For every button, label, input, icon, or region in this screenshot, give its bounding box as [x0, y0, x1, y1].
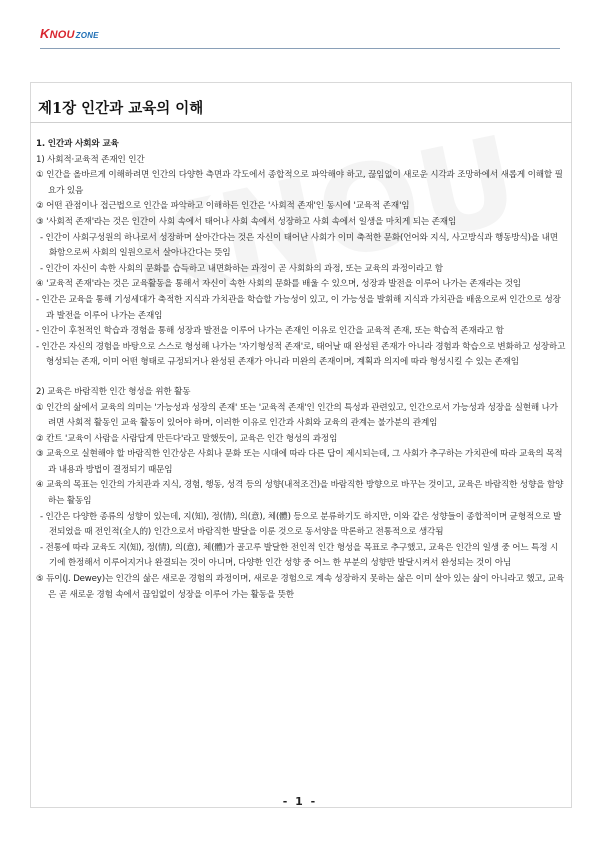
- logo-letter-k: K: [40, 26, 50, 41]
- list-subitem: - 인간은 다양한 종류의 성향이 있는데, 지(知), 정(情), 의(意), 체(體) 등으로 분류하기도 하지만, 이와 같은 성향들이 종합적이며 균형적으로 발전되었을 때 전인적(全人的) 인간으로서 바람직한 발달을 이룬 것으로 동서양을 막론하고 전통적으로 생각됨: [40, 511, 562, 538]
- list-subitem: - 인간이 사회구성원의 하나로서 성장하며 살아간다는 것은 자신이 태어난 사회가 이미 축적한 문화(언어와 지식, 사고방식과 행동방식)을 내면화함으로써 사회의 일원으로서 살아나간다는 뜻임: [40, 232, 558, 259]
- header-divider: [40, 48, 560, 49]
- list-subitem: - 인간이 자신이 속한 사회의 문화를 습득하고 내면화하는 과정이 곧 사회화의 과정, 또는 교육의 과정이라고 함: [40, 263, 443, 274]
- document-body: [36, 137, 566, 603]
- title-divider: [30, 122, 572, 123]
- list-subitem: - 인간은 교육을 통해 기성세대가 축적한 지식과 가치관을 학습할 가능성이 있고, 이 가능성을 발휘해 지식과 가치관을 배움으로써 인간으로 성장과 발전을 이루어 나가는 존재임: [36, 294, 561, 321]
- list-item: ③ 교육으로 실현해야 할 바람직한 인간상은 사회나 문화 또는 시대에 따라 다른 답이 제시되는데, 그 사회가 추구하는 가치관에 따라 교육의 목적과 내용과 방법이 결정되기 때문임: [36, 449, 563, 475]
- list-subitem: - 인간이 후천적인 학습과 경험을 통해 성장과 발전을 이루어 나가는 존재인 이유로 인간을 교육적 존재, 또는 학습적 존재라고 함: [36, 326, 504, 337]
- list-item: ② 어떤 관점이나 접근법으로 인간을 파악하고 이해하든 인간은 '사회적 존재'인 동시에 '교육적 존재'임: [36, 201, 410, 212]
- subsection-heading: 1) 사회적·교육적 존재인 인간: [36, 154, 145, 165]
- list-item: ④ 교육의 목표는 인간의 가치관과 지식, 경험, 행동, 성격 등의 성향(내적조건)을 바람직한 방향으로 바꾸는 것이고, 교육은 바람직한 성향을 함양하는 활동임: [36, 480, 564, 507]
- list-item: ⑤ 듀이(J. Dewey)는 인간의 삶은 새로운 경험의 과정이며, 새로운 경험으로 계속 성장하지 못하는 삶은 이미 살아 있는 삶이 아니라고 했고, 교육은 곧 새로운 경험 속에서 끊임없이 성장을 이루어 가는 활동을 뜻한: [36, 574, 565, 600]
- list-item: ④ '교육적 존재'라는 것은 교육활동을 통해서 자신이 속한 사회의 문화를 배울 수 있으며, 성장과 발전을 이루어 나가는 존재라는 것임: [36, 279, 521, 290]
- list-item: ① 인간을 올바르게 이해하려면 인간의 다양한 측면과 각도에서 종합적으로 파악해야 하고, 끊임없이 새로운 시각과 조망하에서 새롭게 이해할 필요가 있음: [36, 170, 563, 196]
- list-item: ② 칸트 '교육이 사람을 사람답게 만든다'라고 말했듯이, 교육은 인간 형성의 과정임: [36, 433, 338, 444]
- list-subitem: - 전통에 따라 교육도 지(知), 정(情), 의(意), 체(體)가 골고루 발달한 전인적 인간 형성을 목표로 추구했고, 교육은 인간의 일생 중 어느 특정 시기에 한정해서 이루어지거나 완결되는 것이 아니며, 다양한 인간 성향 중 어느 한 부분의 성향만 발달시켜서 완성되는 것이 아님: [40, 542, 559, 569]
- subsection-heading: 2) 교육은 바람직한 인간 형성을 위한 활동: [36, 386, 191, 397]
- list-item: ① 인간의 삶에서 교육의 의미는 '가능성과 성장의 존재' 또는 '교육적 존재'인 인간의 특성과 관련있고, 인간으로서 가능성과 성장을 실현해 나가려면 사회적 활동인 교육 활동이 있어야 하며, 이러한 이유로 인간과 사회와 교육의 관계는 불가분의 관계임: [36, 402, 558, 429]
- chapter-title: 제1장 인간과 교육의 이해: [38, 100, 204, 117]
- page-number: - 1 -: [282, 795, 318, 808]
- section-heading: 1. 인간과 사회와 교육: [36, 139, 119, 149]
- logo-text-zone: ZONE: [75, 31, 99, 40]
- knouzone-logo: [40, 26, 99, 41]
- spacer: [36, 371, 566, 385]
- logo-text-nou: NOU: [49, 29, 75, 41]
- list-subitem: - 인간은 자신의 경험을 바탕으로 스스로 형성해 나가는 '자기형성적 존재'로, 태어날 때 완성된 존재가 아니라 경험과 학습으로 변화하고 성장하고 형성되는 존재, 이미 어떤 형태로 규정되거나 완성된 존재가 아니라 미완의 존재이며, 계획과 의지에 따라 형성시킬 수 있는 존재임: [36, 341, 566, 368]
- list-item: ③ '사회적 존재'라는 것은 인간이 사회 속에서 태어나 사회 속에서 성장하고 사회 속에서 일생을 마치게 되는 존재임: [36, 216, 457, 227]
